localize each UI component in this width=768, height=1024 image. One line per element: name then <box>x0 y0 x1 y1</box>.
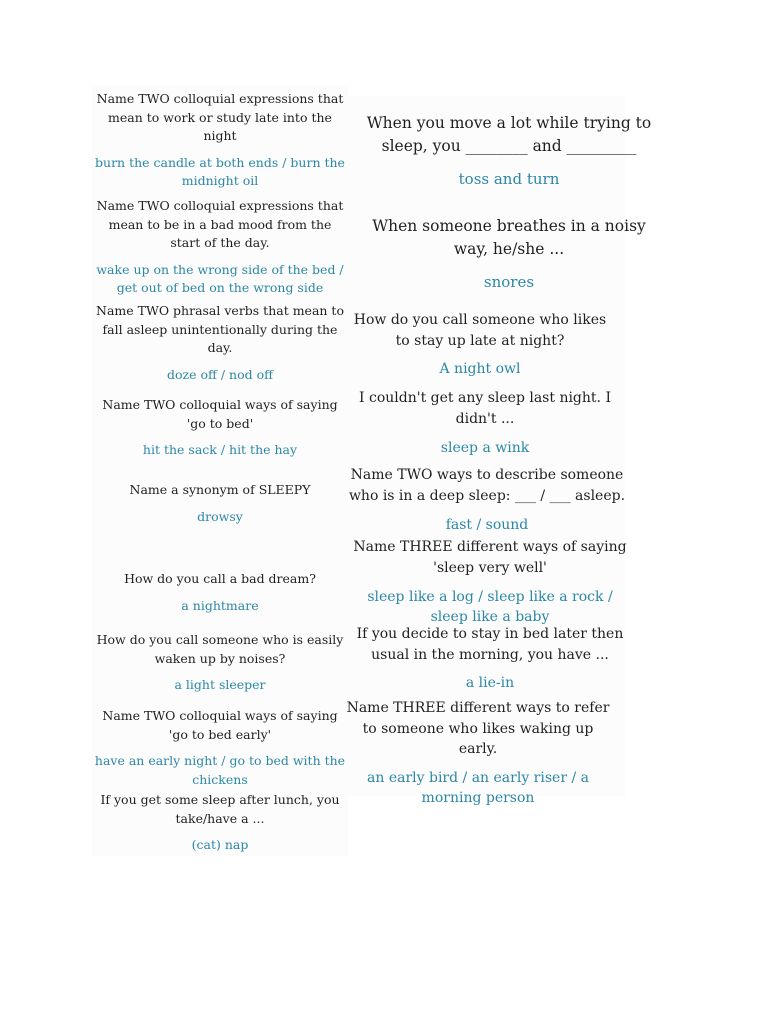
card-question: Name TWO phrasal verbs that mean to fall asleep unintentionally during the day. <box>96 303 344 355</box>
card-bad-mood <box>94 197 346 298</box>
card-deep-sleep <box>348 465 626 535</box>
card-question: Name TWO ways to describe someone who is in a deep sleep: ___ / ___ asleep. <box>348 467 626 504</box>
card-answer: a lie-in <box>465 675 515 691</box>
card-question: When someone breathes in a noisy way, he/she ... <box>372 217 646 258</box>
card-question: Name TWO colloquial expressions that mean to be in a bad mood from the start of the day. <box>96 198 344 250</box>
card-answer: wake up on the wrong side of the bed / get out of bed on the wrong side <box>96 261 344 295</box>
card-answer: a nightmare <box>181 597 259 613</box>
card-answer: have an early night / go to bed with the chickens <box>94 753 346 787</box>
card-lie-in <box>352 624 628 693</box>
card-fall-asleep <box>94 302 346 384</box>
card-nap <box>94 791 346 855</box>
card-light-sleeper <box>94 631 346 695</box>
card-go-to-bed <box>94 396 346 460</box>
card-answer: A night owl <box>439 361 521 377</box>
card-answer: hit the sack / hit the hay <box>142 442 298 457</box>
card-night-owl <box>350 310 610 379</box>
card-work-late <box>94 90 346 191</box>
card-question: If you get some sleep after lunch, you take/have a ... <box>100 792 340 826</box>
card-bad-dream <box>94 570 346 615</box>
card-answer: an early bird / an early riser / a morning person <box>367 769 589 806</box>
card-answer: doze off / nod off <box>166 366 273 382</box>
card-question: I couldn't get any sleep last night. I didn't ... <box>359 390 611 427</box>
card-answer: (cat) nap <box>191 837 249 852</box>
card-answer: sleep a wink <box>440 440 530 456</box>
card-question: If you decide to stay in bed later then usual in the morning, you have ... <box>356 626 624 663</box>
card-question: Name TWO colloquial ways of saying 'go to bed early' <box>102 708 338 742</box>
card-toss-turn <box>362 112 656 190</box>
card-answer: burn the candle at both ends / burn the midnight oil <box>95 154 345 188</box>
card-answer: a light sleeper <box>174 677 266 692</box>
card-early-bird <box>344 698 612 808</box>
card-answer: drowsy <box>197 508 243 524</box>
card-question: Name a synonym of SLEEPY <box>129 482 311 497</box>
card-question: How do you call someone who likes to stay up late at night? <box>353 312 607 349</box>
card-question: Name THREE different ways to refer to someone who likes waking up early. <box>346 700 610 757</box>
card-question: How do you call someone who is easily waken up by noises? <box>96 632 344 666</box>
card-bed-early <box>94 707 346 789</box>
card-answer: toss and turn <box>458 170 560 188</box>
card-sleepy-synonym <box>94 481 346 526</box>
card-question: Name THREE different ways of saying 'sleep very well' <box>353 539 627 576</box>
card-sleep-wink <box>350 388 620 458</box>
card-snores <box>362 215 656 293</box>
card-question: Name TWO colloquial ways of saying 'go to bed' <box>102 397 338 431</box>
card-sleep-well <box>352 537 628 627</box>
card-answer: sleep like a log / sleep like a rock / sleep like a baby <box>367 589 613 625</box>
card-answer: snores <box>483 273 535 291</box>
card-question: Name TWO colloquial expressions that mean to work or study late into the night <box>96 91 344 143</box>
card-answer: fast / sound <box>445 517 529 533</box>
card-question: When you move a lot while trying to sleep, you ________ and _________ <box>366 114 652 155</box>
card-question: How do you call a bad dream? <box>124 571 316 586</box>
